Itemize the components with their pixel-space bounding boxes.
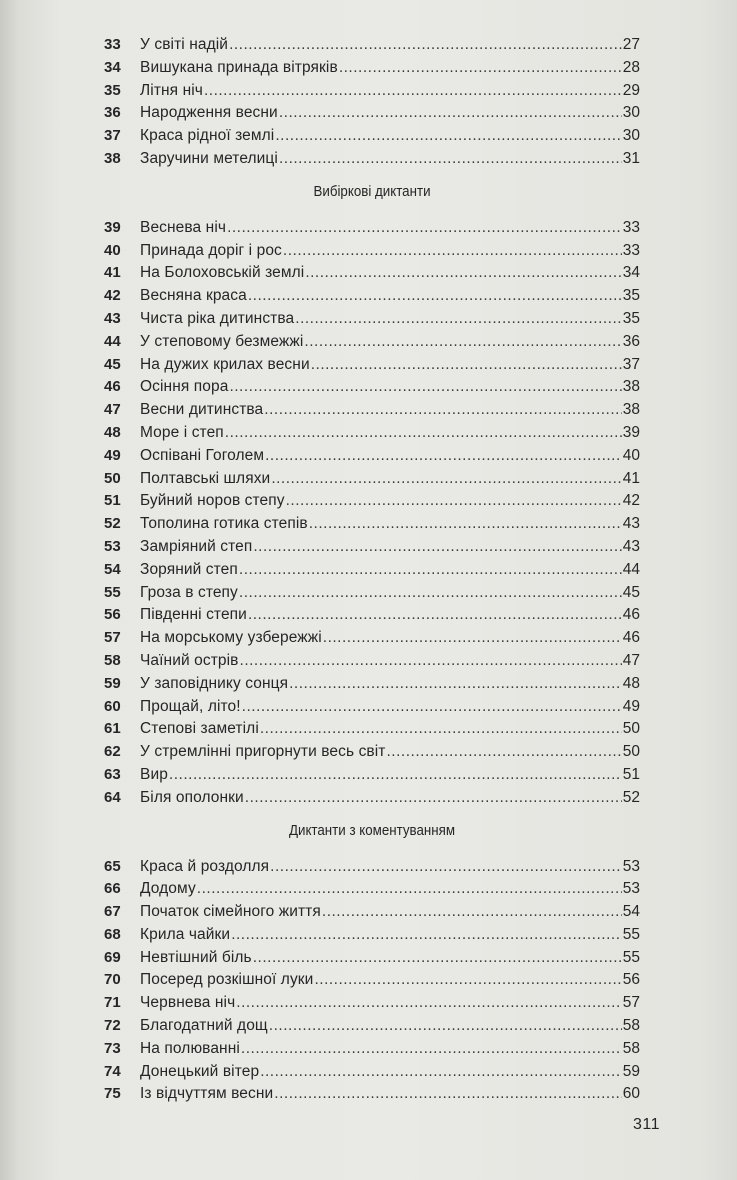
- entry-page-number: 59: [622, 1062, 640, 1080]
- entry-page-number: 36: [622, 332, 640, 350]
- dot-leader: [253, 947, 622, 970]
- toc-entry: [104, 924, 640, 947]
- entry-page-number: 53: [622, 880, 640, 898]
- entry-number: 42: [104, 287, 121, 305]
- entry-number: 73: [104, 1039, 121, 1057]
- toc-entry: [104, 992, 640, 1015]
- dot-leader: [248, 604, 622, 627]
- toc-entry: [104, 80, 640, 103]
- entry-number: 66: [104, 880, 121, 898]
- entry-page-number: 30: [622, 104, 640, 122]
- toc-entry: [104, 1061, 640, 1084]
- entry-title: Народження весни: [140, 104, 278, 122]
- entry-page-number: 56: [622, 971, 640, 989]
- dot-leader: [231, 924, 622, 947]
- entry-page-number: 33: [622, 241, 640, 259]
- entry-number: 37: [104, 127, 121, 145]
- entry-title: Полтавські шляхи: [140, 469, 271, 487]
- dot-leader: [279, 102, 622, 125]
- entry-number: 64: [104, 788, 121, 806]
- dot-leader: [248, 285, 622, 308]
- entry-title: Осіння пора: [140, 378, 229, 396]
- entry-title: Невтішний біль: [140, 948, 252, 966]
- toc-entry: [104, 262, 640, 285]
- entry-page-number: 45: [622, 583, 640, 601]
- entry-number: 65: [104, 857, 121, 875]
- entry-title: Буйний норов степу: [140, 492, 285, 510]
- toc-entry: [104, 102, 640, 125]
- dot-leader: [271, 468, 621, 491]
- toc-entry: [104, 354, 640, 377]
- dot-leader: [197, 878, 622, 901]
- dot-leader: [269, 1015, 622, 1038]
- dot-leader: [309, 513, 622, 536]
- entry-number: 60: [104, 697, 121, 715]
- entry-page-number: 43: [622, 537, 640, 555]
- entry-page-number: 44: [622, 560, 640, 578]
- toc-entry: [104, 718, 640, 741]
- dot-leader: [311, 354, 622, 377]
- entry-number: 72: [104, 1017, 121, 1035]
- toc-entry: [104, 490, 640, 513]
- entry-number: 46: [104, 378, 121, 396]
- toc-entry: [104, 1038, 640, 1061]
- entry-title: Посеред розкішної луки: [140, 971, 314, 989]
- toc-entry: [104, 1083, 640, 1106]
- dot-leader: [305, 262, 621, 285]
- toc-entry: [104, 468, 640, 491]
- entry-number: 47: [104, 401, 121, 419]
- entry-number: 56: [104, 606, 121, 624]
- entry-page-number: 50: [622, 743, 640, 761]
- toc-entry: [104, 787, 640, 810]
- entry-page-number: 46: [622, 629, 640, 647]
- entry-number: 62: [104, 743, 121, 761]
- entry-number: 70: [104, 971, 121, 989]
- entry-page-number: 33: [622, 218, 640, 236]
- entry-number: 67: [104, 903, 121, 921]
- entry-page-number: 38: [622, 401, 640, 419]
- entry-page-number: 46: [622, 606, 640, 624]
- toc-block-1: [104, 34, 640, 171]
- dot-leader: [225, 422, 622, 445]
- entry-page-number: 54: [622, 903, 640, 921]
- entry-number: 50: [104, 469, 121, 487]
- page-number: 311: [633, 1116, 661, 1133]
- entry-title: Південні степи: [140, 606, 247, 624]
- toc-entry: [104, 741, 640, 764]
- entry-title: Із відчуттям весни: [140, 1085, 274, 1103]
- toc-entry: [104, 240, 640, 263]
- entry-number: 61: [104, 720, 121, 738]
- toc-entry: [104, 901, 640, 924]
- entry-title: Краса рідної землі: [140, 127, 275, 145]
- entry-title: Краса й роздолля: [140, 857, 270, 875]
- toc-entry: [104, 696, 640, 719]
- dot-leader: [245, 787, 622, 810]
- toc-entry: [104, 57, 640, 80]
- entry-title: У світі надій: [140, 36, 229, 53]
- entry-page-number: 42: [622, 492, 640, 510]
- entry-title: Вир: [140, 765, 168, 783]
- entry-number: 63: [104, 765, 121, 783]
- entry-page-number: 57: [622, 994, 640, 1012]
- entry-number: 43: [104, 309, 121, 327]
- entry-title: На морському узбережжі: [140, 629, 322, 647]
- entry-page-number: 48: [622, 674, 640, 692]
- entry-page-number: 47: [622, 651, 640, 669]
- dot-leader: [295, 308, 621, 331]
- dot-leader: [323, 627, 622, 650]
- toc-entry: [104, 399, 640, 422]
- entry-page-number: 43: [622, 515, 640, 533]
- entry-number: 49: [104, 446, 121, 464]
- dot-leader: [260, 1061, 622, 1084]
- entry-number: 53: [104, 537, 121, 555]
- entry-number: 41: [104, 264, 121, 282]
- toc-entry: [104, 148, 640, 171]
- dot-leader: [241, 1038, 622, 1061]
- entry-title: Прощай, літо!: [140, 697, 241, 715]
- entry-page-number: 39: [622, 423, 640, 441]
- entry-page-number: 27: [622, 36, 640, 53]
- toc-entry: [104, 969, 640, 992]
- entry-title: Біля ополонки: [140, 788, 244, 806]
- entry-page-number: 51: [622, 765, 640, 783]
- entry-title: Оспівані Гоголем: [140, 446, 265, 464]
- entry-page-number: 38: [622, 378, 640, 396]
- toc-entry: [104, 285, 640, 308]
- dot-leader: [229, 34, 622, 57]
- dot-leader: [265, 445, 622, 468]
- dot-leader: [239, 559, 622, 582]
- entry-number: 55: [104, 583, 121, 601]
- toc-entry: [104, 34, 640, 57]
- entry-page-number: 30: [622, 127, 640, 145]
- dot-leader: [339, 57, 622, 80]
- entry-title: На полюванні: [140, 1039, 240, 1057]
- entry-title: У заповіднику сонця: [140, 674, 289, 692]
- entry-number: 71: [104, 994, 121, 1012]
- entry-title: Море і степ: [140, 423, 224, 441]
- entry-page-number: 58: [622, 1017, 640, 1035]
- dot-leader: [236, 992, 621, 1015]
- dot-leader: [239, 582, 622, 605]
- entry-page-number: 60: [622, 1085, 640, 1103]
- entry-title: Донецький вітер: [140, 1062, 260, 1080]
- entry-page-number: 29: [622, 81, 640, 99]
- entry-number: 36: [104, 104, 121, 122]
- section-heading-commented-dictations: Диктанти з коментуванням: [288, 822, 456, 839]
- entry-page-number: 37: [622, 355, 640, 373]
- dot-leader: [169, 764, 622, 787]
- dot-leader: [322, 901, 622, 924]
- toc-entry: [104, 947, 640, 970]
- entry-page-number: 53: [622, 857, 640, 875]
- entry-number: 54: [104, 560, 121, 578]
- entry-title: Вишукана принада вітряків: [140, 58, 338, 76]
- entry-title: Заручини метелиці: [140, 149, 278, 167]
- entry-page-number: 31: [622, 149, 640, 167]
- entry-number: 44: [104, 332, 121, 350]
- dot-leader: [314, 969, 621, 992]
- toc-entry: [104, 125, 640, 148]
- toc-entry: [104, 331, 640, 354]
- dot-leader: [240, 650, 622, 673]
- dot-leader: [270, 856, 622, 879]
- entry-page-number: 41: [622, 469, 640, 487]
- toc-entry: [104, 582, 640, 605]
- entry-page-number: 49: [622, 697, 640, 715]
- dot-leader: [264, 399, 621, 422]
- entry-number: 34: [104, 58, 121, 76]
- dot-leader: [227, 217, 622, 240]
- entry-page-number: 50: [622, 720, 640, 738]
- dot-leader: [286, 490, 622, 513]
- entry-number: 40: [104, 241, 121, 259]
- toc-entry: [104, 627, 640, 650]
- dot-leader: [283, 240, 622, 263]
- entry-number: 57: [104, 629, 121, 647]
- entry-title: У степовому безмежжі: [140, 332, 304, 350]
- entry-page-number: 55: [622, 948, 640, 966]
- table-of-contents: [104, 34, 640, 1106]
- entry-title: Веснева ніч: [140, 218, 227, 236]
- toc-entry: [104, 376, 640, 399]
- toc-entry: [104, 422, 640, 445]
- entry-number: 74: [104, 1062, 121, 1080]
- entry-title: Замріяний степ: [140, 537, 253, 555]
- entry-number: 51: [104, 492, 121, 510]
- toc-entry: [104, 308, 640, 331]
- entry-title: Зоряний степ: [140, 560, 238, 578]
- entry-number: 38: [104, 149, 121, 167]
- dot-leader: [289, 673, 622, 696]
- toc-entry: [104, 604, 640, 627]
- entry-page-number: 35: [622, 309, 640, 327]
- toc-entry: [104, 536, 640, 559]
- section-heading-selective-dictations: Вибіркові диктанти: [313, 183, 431, 200]
- entry-number: 33: [104, 36, 121, 53]
- toc-entry: [104, 559, 640, 582]
- toc-entry: [104, 650, 640, 673]
- toc-entry: [104, 878, 640, 901]
- toc-entry: [104, 445, 640, 468]
- toc-entry: [104, 673, 640, 696]
- toc-entry: [104, 856, 640, 879]
- toc-block-2: [104, 217, 640, 810]
- entry-title: Степові заметілі: [140, 720, 259, 738]
- toc-entry: [104, 513, 640, 536]
- entry-title: У стремлінні пригорнути весь світ: [140, 743, 386, 761]
- entry-number: 75: [104, 1085, 121, 1103]
- entry-title: Благодатний дощ: [140, 1017, 268, 1035]
- entry-title: Крила чайки: [140, 925, 231, 943]
- entry-number: 48: [104, 423, 121, 441]
- dot-leader: [229, 376, 621, 399]
- entry-number: 45: [104, 355, 121, 373]
- entry-title: Додому: [140, 880, 196, 898]
- entry-page-number: 58: [622, 1039, 640, 1057]
- dot-leader: [274, 1083, 621, 1106]
- entry-number: 52: [104, 515, 121, 533]
- dot-leader: [204, 80, 622, 103]
- entry-number: 59: [104, 674, 121, 692]
- entry-number: 58: [104, 651, 121, 669]
- dot-leader: [260, 718, 622, 741]
- entry-number: 39: [104, 218, 121, 236]
- entry-number: 68: [104, 925, 121, 943]
- toc-entry: [104, 217, 640, 240]
- entry-page-number: 35: [622, 287, 640, 305]
- dot-leader: [253, 536, 621, 559]
- entry-title: Весняна краса: [140, 287, 247, 305]
- entry-title: Літня ніч: [140, 81, 203, 99]
- entry-title: Тополина готика степів: [140, 515, 308, 533]
- dot-leader: [275, 125, 621, 148]
- entry-page-number: 40: [622, 446, 640, 464]
- entry-title: Чиста ріка дитинства: [140, 309, 295, 327]
- entry-title: Весни дитинства: [140, 401, 264, 419]
- entry-title: На Болоховській землі: [140, 264, 305, 282]
- entry-page-number: 52: [622, 788, 640, 806]
- entry-page-number: 55: [622, 925, 640, 943]
- entry-title: Початок сімейного життя: [140, 903, 321, 921]
- dot-leader: [279, 148, 622, 171]
- entry-title: Принада доріг і рос: [140, 241, 282, 259]
- dot-leader: [242, 696, 622, 719]
- entry-page-number: 28: [622, 58, 640, 76]
- entry-number: 69: [104, 948, 121, 966]
- dot-leader: [387, 741, 622, 764]
- entry-title: Гроза в степу: [140, 583, 238, 601]
- dot-leader: [304, 331, 621, 354]
- entry-title: Чаїний острів: [140, 651, 239, 669]
- entry-title: Червнева ніч: [140, 994, 236, 1012]
- entry-number: 35: [104, 81, 121, 99]
- toc-block-3: [104, 856, 640, 1107]
- entry-title: На дужих крилах весни: [140, 355, 310, 373]
- entry-page-number: 34: [622, 264, 640, 282]
- toc-entry: [104, 1015, 640, 1038]
- toc-entry: [104, 764, 640, 787]
